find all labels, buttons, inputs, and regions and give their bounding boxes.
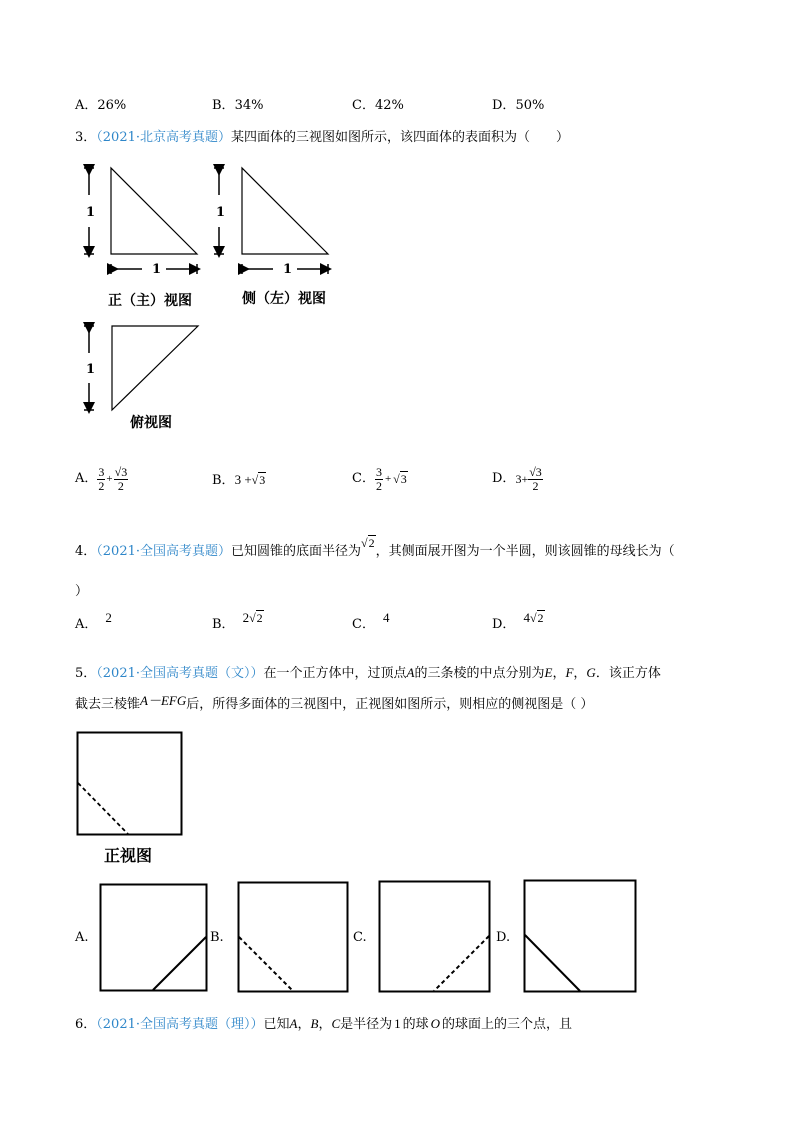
q3-option-b	[212, 472, 266, 489]
q5-option-a-letter: A.	[75, 930, 89, 945]
question-source: （2021·全国高考真题（理））	[96, 1017, 264, 1032]
math-expression: A－EFG	[140, 693, 187, 708]
option-letter: B．	[212, 617, 235, 632]
square-outline	[239, 883, 348, 992]
side-triangle	[242, 168, 328, 254]
math-symbol: F	[565, 665, 574, 680]
q2-option-d	[492, 98, 544, 114]
question-number: 6．	[75, 1017, 97, 1032]
math-symbol: G	[586, 665, 596, 680]
top-view-label: 俯视图	[130, 415, 172, 431]
option-value: 50%	[515, 98, 545, 113]
q5-option-b-letter: B.	[210, 930, 224, 945]
q5-option-d-letter: D.	[496, 930, 511, 945]
square-root: √3	[393, 472, 407, 486]
question-text: 已知	[263, 1017, 290, 1032]
option-value: 26%	[97, 98, 127, 113]
top-triangle	[112, 326, 198, 410]
question-number: 5．	[75, 666, 97, 681]
question-text: 后，所得多面体的三视图中，正视图如图所示，则相应的侧视图是（ ）	[186, 697, 594, 712]
option-value: 2	[242, 610, 250, 625]
option-letter: A．	[75, 98, 98, 113]
question-number: 4．	[75, 544, 97, 559]
square-root: √2	[361, 536, 375, 550]
question-text: 在一个正方体中，过顶点	[263, 666, 407, 681]
front-view-label: 正（主）视图	[108, 293, 192, 309]
option-value: 42%	[374, 98, 404, 113]
option-value: 4	[382, 610, 390, 625]
q3-option-d	[492, 464, 543, 494]
fraction: $\frac{3}{2}$	[375, 464, 382, 493]
q3-stem	[75, 130, 569, 146]
square-outline	[78, 733, 182, 835]
fraction: $\frac{√3}{2}$	[529, 464, 542, 493]
front-triangle	[111, 168, 197, 254]
q5-option-c-letter: C.	[353, 930, 367, 945]
dimension-label: 1	[216, 205, 226, 220]
question-source: （2021·全国高考真题（文））	[96, 666, 264, 681]
q4-stem	[75, 536, 675, 560]
square-outline	[380, 882, 490, 992]
option-letter: A．	[75, 471, 98, 486]
q3-top-view-diagram	[80, 323, 210, 418]
square-outline	[525, 881, 636, 992]
dimension-label: 1	[283, 262, 293, 277]
math-symbol: A	[406, 665, 415, 680]
q5-stem-line1	[75, 665, 661, 682]
solid-edge	[153, 937, 206, 990]
q4-option-a	[75, 610, 112, 633]
option-value: 34%	[234, 98, 264, 113]
fraction: $\frac{3}{2}$	[98, 464, 105, 493]
q5-stem-line2	[75, 693, 594, 713]
q4-option-c	[352, 610, 390, 633]
q2-option-a	[75, 98, 126, 114]
solid-edge	[525, 935, 580, 991]
dimension-label: 1	[86, 205, 96, 220]
option-letter: B．	[212, 473, 235, 488]
question-text: 某四面体的三视图如图所示，该四面体的表面积为（ ）	[231, 130, 570, 145]
side-view-label: 侧（左）视图	[242, 291, 326, 307]
q2-option-c	[352, 98, 404, 114]
question-text: 的三条棱的中点分别为	[414, 666, 545, 681]
square-root: √3	[251, 473, 266, 487]
square-outline	[101, 885, 207, 991]
q5-front-view-diagram	[76, 731, 184, 837]
front-view-label: 正视图	[104, 846, 153, 865]
option-letter: C．	[352, 471, 375, 486]
fraction: $\frac{√3}{2}$	[114, 464, 128, 493]
option-value: 2	[105, 610, 112, 625]
square-root: √2	[529, 611, 544, 625]
option-value: 3+	[515, 472, 529, 486]
math-symbol: E	[544, 665, 553, 680]
q5-option-b-diagram[interactable]	[237, 881, 349, 993]
question-text: 已知圆锥的底面半径为	[231, 544, 362, 559]
q3-option-a	[75, 464, 128, 494]
question-text: ）	[75, 584, 89, 599]
math-number: 1	[394, 1016, 401, 1031]
q3-front-view-diagram	[80, 165, 210, 280]
q5-option-c-diagram[interactable]	[378, 880, 491, 993]
q4-option-d	[492, 610, 545, 633]
dashed-edge	[78, 783, 128, 834]
option-letter: D．	[492, 617, 516, 632]
plus-sign: +	[384, 473, 392, 485]
q5-option-a-diagram[interactable]	[99, 883, 209, 992]
punctuation: ，	[552, 666, 566, 681]
q6-stem: 6．（2021·全国高考真题（理））已知A，B，C是半径为 1 的球 O 的球面上的三个点，且	[75, 1016, 573, 1032]
math-symbol: O	[430, 1016, 441, 1031]
option-value: 4	[523, 610, 530, 625]
dimension-label: 1	[152, 262, 162, 277]
option-letter: B．	[212, 98, 235, 113]
dimension-label: 1	[86, 362, 96, 377]
dashed-edge	[239, 937, 293, 991]
question-text: 截去三棱锥	[75, 697, 141, 712]
option-letter: C．	[352, 617, 375, 632]
question-source: （2021·全国高考真题）	[96, 544, 231, 559]
q2-option-b	[212, 98, 263, 114]
option-letter: C．	[352, 98, 375, 113]
question-text: ，其侧面展开图为一个半圆，则该圆锥的母线长为（	[375, 544, 675, 559]
question-text: 的球面上的三个点，且	[442, 1017, 573, 1032]
punctuation: ，	[573, 666, 587, 681]
math-symbol: C	[331, 1016, 341, 1031]
option-value: 3 +	[234, 472, 252, 487]
question-text: 的球	[402, 1017, 429, 1032]
dashed-edge	[434, 936, 489, 991]
question-source: （2021·北京高考真题）	[96, 130, 231, 145]
question-number: 3．	[75, 130, 97, 145]
option-letter: D．	[492, 98, 516, 113]
option-letter: D．	[492, 471, 516, 486]
q3-option-c	[352, 464, 408, 494]
q3-side-view-diagram	[210, 165, 340, 280]
math-symbol: A	[289, 1016, 298, 1031]
question-text: ．该正方体	[595, 666, 661, 681]
question-text: 是半径为	[340, 1017, 393, 1032]
option-letter: A．	[75, 617, 98, 632]
math-symbol: B	[310, 1016, 319, 1031]
square-root: √2	[249, 611, 263, 625]
q5-option-d-diagram[interactable]	[523, 879, 637, 993]
plus-sign: +	[106, 473, 113, 485]
q4-option-b	[212, 610, 264, 633]
